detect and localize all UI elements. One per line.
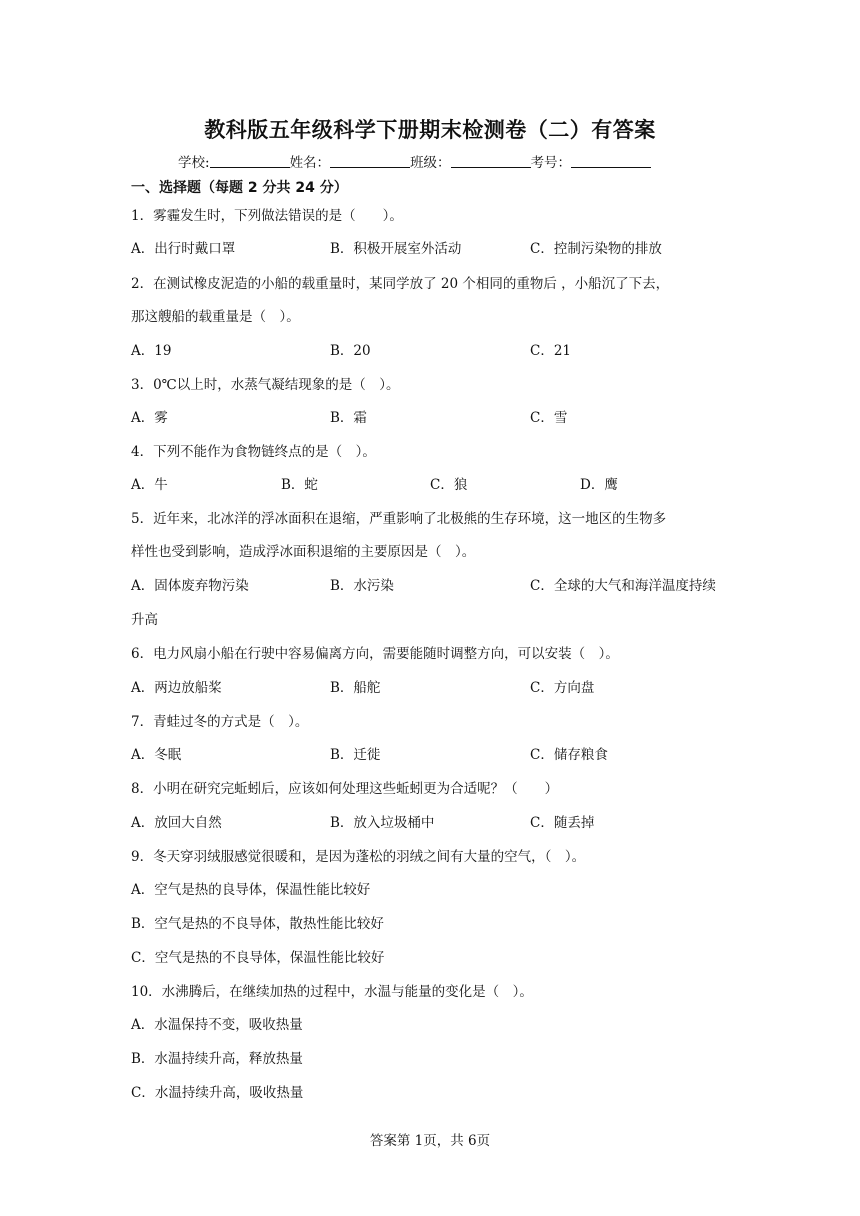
question-4: 4．下列不能作为食物链终点的是（ ）。 (131, 444, 376, 460)
exam-number-label: 考号： (530, 155, 572, 171)
q5-option-c[interactable]: C．全球的大气和海洋温度持续 (530, 578, 716, 594)
q7-option-b[interactable]: B．迁徙 (330, 747, 381, 763)
q7-option-a[interactable]: A．冬眠 (131, 747, 182, 763)
q9-option-a[interactable]: A．空气是热的良导体，保温性能比较好 (131, 882, 371, 898)
q1-option-a[interactable]: A．出行时戴口罩 (131, 241, 236, 257)
class-label: 班级： (410, 155, 451, 171)
q4-option-d[interactable]: D．鹰 (580, 477, 618, 493)
q9-option-b[interactable]: B．空气是热的不良导体，散热性能比较好 (131, 916, 384, 932)
q4-option-b[interactable]: B．蛇 (281, 477, 318, 493)
q2-option-b[interactable]: B．20 (330, 343, 371, 359)
q8-option-b[interactable]: B．放入垃圾桶中 (330, 815, 435, 831)
page-footer: 答案第 1页，共 6页 (369, 1133, 491, 1149)
q6-option-c[interactable]: C．方向盘 (530, 680, 595, 696)
q3-option-a[interactable]: A．雾 (131, 410, 168, 426)
question-10: 10．水沸腾后，在继续加热的过程中，水温与能量的变化是（ ）。 (131, 984, 533, 1000)
student-info-line (178, 151, 651, 171)
q4-option-a[interactable]: A．牛 (131, 477, 168, 493)
q8-option-c[interactable]: C．随丢掉 (530, 815, 595, 831)
q7-option-c[interactable]: C．储存粮食 (530, 747, 608, 763)
q10-option-a[interactable]: A．水温保持不变，吸收热量 (131, 1017, 303, 1033)
q1-option-b[interactable]: B．积极开展室外活动 (330, 241, 462, 257)
q5-option-a[interactable]: A．固体废弃物污染 (131, 578, 249, 594)
q6-option-a[interactable]: A．两边放船桨 (131, 680, 222, 696)
q10-option-b[interactable]: B．水温持续升高，释放热量 (131, 1051, 303, 1067)
q2-option-c[interactable]: C．21 (530, 343, 572, 359)
name-label: 姓名： (289, 155, 331, 171)
question-9: 9．冬天穿羽绒服感觉很暖和，是因为蓬松的羽绒之间有大量的空气，（ ）。 (131, 849, 586, 865)
exam-number-blank[interactable] (571, 155, 651, 168)
name-blank[interactable] (330, 155, 410, 168)
q4-option-c[interactable]: C．狼 (430, 477, 468, 493)
q1-option-c[interactable]: C．控制污染物的排放 (530, 241, 662, 257)
question-5-line-2: 样性也受到影响，造成浮冰面积退缩的主要原因是（ ）。 (131, 544, 476, 560)
q2-option-a[interactable]: A．19 (131, 343, 172, 359)
question-8: 8．小明在研究完蚯蚓后，应该如何处理这些蚯蚓更为合适呢？（ ） (131, 781, 559, 797)
school-label: 学校: (178, 155, 210, 171)
q9-option-c[interactable]: C．空气是热的不良导体，保温性能比较好 (131, 950, 385, 966)
q3-option-c[interactable]: C．雪 (530, 410, 568, 426)
question-7: 7．青蛙过冬的方式是（ ）。 (131, 714, 309, 730)
question-2-line-1: 2．在测试橡皮泥造的小船的载重量时，某同学放了 20 个相同的重物后 ，小船沉了下去， (131, 276, 670, 292)
q5-option-b[interactable]: B．水污染 (330, 578, 394, 594)
question-5-line-1: 5．近年来，北冰洋的浮冰面积在退缩，严重影响了北极熊的生存环境，这一地区的生物多 (131, 511, 667, 527)
page-title: 教科版五年级科学下册期末检测卷（二）有答案 (204, 118, 656, 142)
q10-option-c[interactable]: C．水温持续升高，吸收热量 (131, 1085, 304, 1101)
q3-option-b[interactable]: B．霜 (330, 410, 367, 426)
q5-option-c-continuation: 升高 (131, 612, 158, 628)
q8-option-a[interactable]: A．放回大自然 (131, 815, 222, 831)
question-2-line-2: 那这艘船的载重量是（ ）。 (131, 309, 300, 325)
question-3: 3．0℃以上时，水蒸气凝结现象的是（ ）。 (131, 377, 400, 393)
question-6: 6．电力风扇小船在行驶中容易偏离方向，需要能随时调整方向，可以安装（ ）。 (131, 646, 619, 662)
section-heading: 一、选择题（每题 2 分共 24 分） (131, 180, 348, 196)
school-blank[interactable] (210, 155, 290, 168)
question-1: 1．雾霾发生时，下列做法错误的是（ ）。 (131, 208, 403, 224)
class-blank[interactable] (451, 155, 531, 168)
q6-option-b[interactable]: B．船舵 (330, 680, 381, 696)
